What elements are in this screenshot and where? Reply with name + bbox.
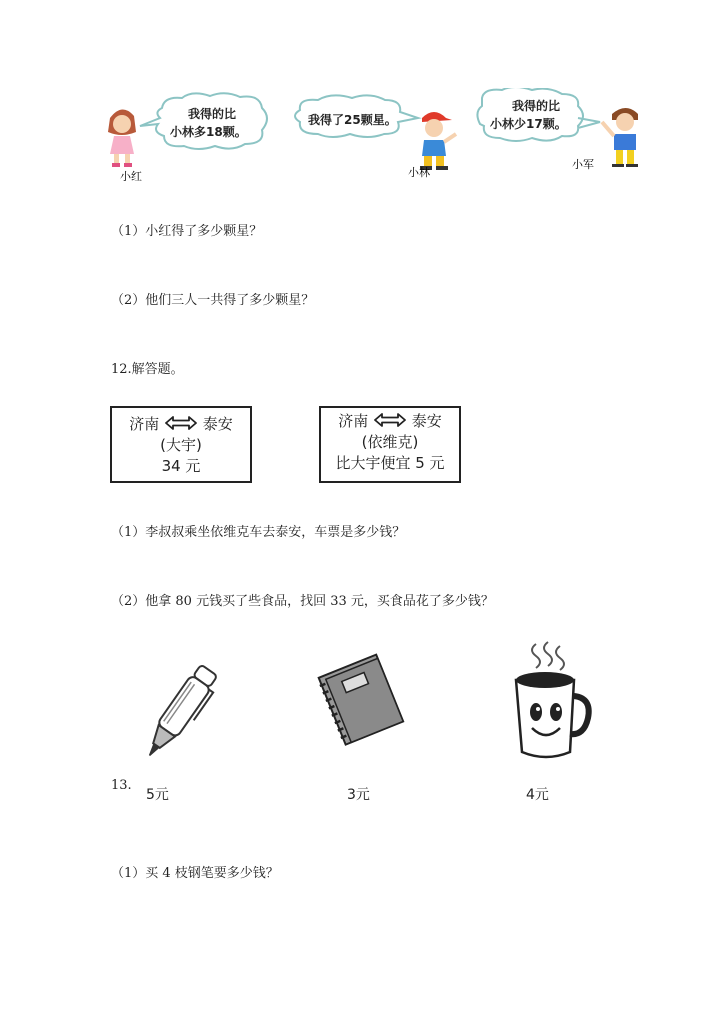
character-name: 小林 — [408, 166, 430, 179]
question-11-1: （1）小红得了多少颗星？ — [111, 224, 263, 239]
question-13-1: （1）买 4 枝钢笔要多少钱？ — [111, 866, 279, 881]
mug-icon — [498, 640, 598, 765]
section-13-number: 13. — [111, 778, 132, 793]
ticket-type: (大宇) — [160, 436, 202, 454]
price-label: 5元 — [146, 787, 169, 803]
bubble-line: 我得的比 — [188, 107, 237, 121]
pen-icon — [140, 655, 220, 770]
ticket-price: 比大宇便宜 5 元 — [335, 454, 445, 472]
speech-bubble-xiaolin — [295, 95, 418, 137]
character-name: 小军 — [572, 158, 594, 171]
ticket-yiweike — [319, 406, 461, 483]
ticket-price: 34 元 — [161, 457, 201, 475]
ticket-dayu — [110, 406, 252, 483]
boy-cap-icon — [420, 112, 456, 170]
ticket-type: (依维克) — [361, 433, 419, 451]
question-12-2: （2）他拿 80 元钱买了些食品，找回 33 元，买食品花了多少钱？ — [111, 594, 494, 609]
character-name: 小红 — [120, 170, 142, 183]
girl-icon — [108, 109, 136, 167]
ticket-route: 济南 泰安 — [338, 412, 442, 430]
price-label: 3元 — [347, 787, 370, 803]
question-11-2: （2）他们三人一共得了多少颗星？ — [111, 293, 315, 308]
bubble-line: 小林少17颗。 — [490, 117, 567, 131]
speech-bubble-xiaojun — [477, 88, 600, 141]
speech-bubble-xiaohong — [140, 93, 267, 149]
double-arrow-icon — [164, 416, 198, 430]
boy-icon — [602, 108, 638, 167]
ticket-route: 济南 泰安 — [129, 415, 233, 433]
price-label: 4元 — [526, 787, 549, 803]
bubble-line: 小林多18颗。 — [170, 125, 247, 139]
section-12-title: 12.解答题。 — [111, 362, 184, 377]
question-12-1: （1）李叔叔乘坐依维克车去泰安，车票是多少钱？ — [111, 525, 406, 540]
bubble-line: 我得了25颗星。 — [308, 113, 397, 127]
bubble-line: 我得的比 — [512, 99, 561, 113]
star-dialogue-illustration — [100, 88, 660, 193]
notebook-icon — [310, 652, 410, 747]
double-arrow-icon — [373, 413, 407, 427]
